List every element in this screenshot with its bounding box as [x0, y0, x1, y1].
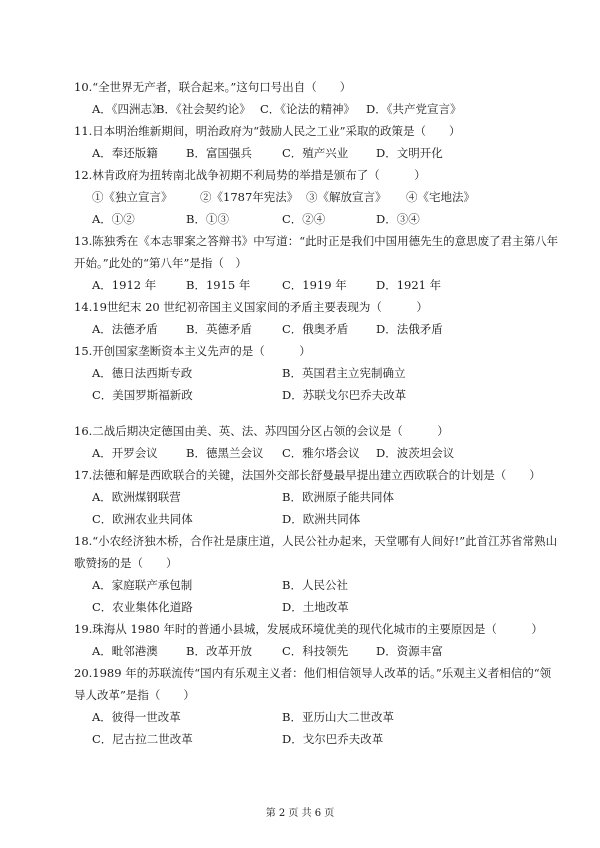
- question-17-option-d: D．欧洲共同体: [282, 512, 361, 526]
- question-12-option-c: C．②④: [282, 212, 326, 226]
- question-19-options: [92, 640, 532, 662]
- question-20-option-b: B．亚历山大二世改革: [282, 710, 394, 724]
- page-number-footer: 第 2 页 共 6 页: [265, 808, 335, 819]
- question-19-option-d: D．资源丰富: [376, 644, 443, 658]
- question-15-options-row2: [92, 384, 532, 406]
- question-14-options: [92, 318, 532, 340]
- question-15-options-row1: [92, 362, 532, 384]
- question-12-option-b: B．①③: [186, 212, 229, 226]
- question-15-option-a: A．德日法西斯专政: [92, 366, 193, 380]
- question-15-stem: 15.开创国家垄断资本主义先声的是（ ）: [74, 344, 311, 358]
- question-11-option-b: B．富国强兵: [186, 146, 252, 160]
- question-10-stem: 10.“全世界无产者，联合起来。”这句口号出自（ ）: [74, 80, 352, 94]
- question-13-options: [92, 274, 532, 296]
- question-20-option-a: A．彼得一世改革: [92, 710, 181, 724]
- question-18-option-a: A．家庭联产承包制: [92, 578, 193, 592]
- question-16-options: [92, 442, 532, 464]
- question-13-stem: 13.陈独秀在《本志罪案之答辩书》中写道：“此时正是我们中国用德先生的意思废了君主第八年: [74, 234, 559, 248]
- question-14-option-d: D．法俄矛盾: [376, 322, 443, 336]
- question-16-option-a: A．开罗会议: [92, 446, 158, 460]
- question-17-option-c: C．欧洲农业共同体: [92, 512, 193, 526]
- question-20-stem: 20.1989 年的苏联流传“国内有乐观主义者：他们相信领导人改革的话。”乐观主义者相信的“领: [74, 666, 552, 680]
- question-13-option-a: A．1912 年: [92, 278, 157, 292]
- question-12-option-d: D．③④: [376, 212, 420, 226]
- question-20-stem-cont: 导人改革”是指（ ）: [74, 688, 195, 702]
- question-19-option-c: C．科技领先: [282, 644, 349, 658]
- question-17-options-row2: [92, 508, 532, 530]
- question-15-option-b: B．英国君主立宪制确立: [282, 366, 406, 380]
- question-10-option-c: C．《论法的精神》: [260, 102, 356, 116]
- question-18-stem: 18.“小农经济独木桥，合作社是康庄道，人民公社办起来，天堂哪有人间好!”此首江苏省常熟山: [74, 534, 558, 548]
- question-16-stem: 16.二战后期决定德国由美、英、法、苏四国分区占领的会议是（ ）: [74, 424, 449, 438]
- question-14-stem: 14.19世纪末 20 世纪初帝国主义国家间的矛盾主要表现为（ ）: [74, 300, 428, 314]
- question-18-stem-cont: 歌赞扬的是（ ）: [74, 556, 178, 570]
- question-12-sub-items: [92, 186, 532, 208]
- question-18-option-d: D．土地改革: [282, 600, 349, 614]
- question-12-option-a: A．①②: [92, 212, 135, 226]
- question-15-option-d: D．苏联戈尔巴乔夫改革: [282, 388, 407, 402]
- question-13-option-b: B．1915 年: [186, 278, 251, 292]
- question-11-options: [92, 142, 532, 164]
- question-18-option-b: B．人民公社: [282, 578, 348, 592]
- question-11-option-a: A．奉还版籍: [92, 146, 158, 160]
- question-18-option-c: C．农业集体化道路: [92, 600, 193, 614]
- question-13-stem-cont: 开始。”此处的“第八年”是指（ ）: [74, 256, 247, 270]
- question-17-option-b: B．欧洲原子能共同体: [282, 490, 394, 504]
- question-18-options-row2: [92, 596, 532, 618]
- question-19-option-a: A．毗邻港澳: [92, 644, 158, 658]
- question-15-option-c: C．美国罗斯福新政: [92, 388, 193, 402]
- question-14-option-b: B．英德矛盾: [186, 322, 252, 336]
- question-10-option-a: A．《四洲志》: [92, 102, 164, 116]
- question-14-option-c: C．俄奥矛盾: [282, 322, 349, 336]
- question-10-options: [92, 98, 532, 120]
- question-18-options-row1: [92, 574, 532, 596]
- question-12-options: [92, 208, 532, 230]
- question-12-item-4: ④《宅地法》: [406, 190, 475, 204]
- question-11-stem: 11.日本明治维新期间，明治政府为“鼓励人民之工业”采取的政策是（ ）: [74, 124, 461, 138]
- question-12-item-2: ②《1787年宪法》: [200, 190, 299, 204]
- question-20-options-row1: [92, 706, 532, 728]
- question-16-option-b: B．德黑兰会议: [186, 446, 264, 460]
- question-16-option-c: C．雅尔塔会议: [282, 446, 360, 460]
- question-20-option-d: D．戈尔巴乔夫改革: [282, 732, 384, 746]
- question-19-stem: 19.珠海从 1980 年时的普通小县城，发展成环境优美的现代化城市的主要原因是（ ）: [74, 622, 543, 636]
- question-16-option-d: D．波茨坦会议: [376, 446, 455, 460]
- question-17-options-row1: [92, 486, 532, 508]
- question-12-item-1: ①《独立宣言》: [92, 190, 173, 204]
- question-19-option-b: B．改革开放: [186, 644, 252, 658]
- question-13-option-c: C．1919 年: [282, 278, 347, 292]
- question-10-option-d: D．《共产党宣言》: [366, 102, 462, 116]
- question-13-option-d: D．1921 年: [376, 278, 442, 292]
- question-10-option-b: B．《社会契约论》: [156, 102, 251, 116]
- question-17-option-a: A．欧洲煤钢联营: [92, 490, 181, 504]
- question-17-stem: 17.法德和解是西欧联合的关键，法国外交部长舒曼最早提出建立西欧联合的计划是（ ）: [74, 468, 541, 482]
- question-11-option-c: C．殖产兴业: [282, 146, 349, 160]
- question-12-stem: 12.林肯政府为扭转南北战争初期不利局势的举措是颁布了（ ）: [74, 168, 426, 182]
- question-12-item-3: ③《解放宣言》: [306, 190, 387, 204]
- question-20-option-c: C．尼古拉二世改革: [92, 732, 193, 746]
- question-11-option-d: D．文明开化: [376, 146, 443, 160]
- question-14-option-a: A．法德矛盾: [92, 322, 158, 336]
- question-20-options-row2: [92, 728, 532, 750]
